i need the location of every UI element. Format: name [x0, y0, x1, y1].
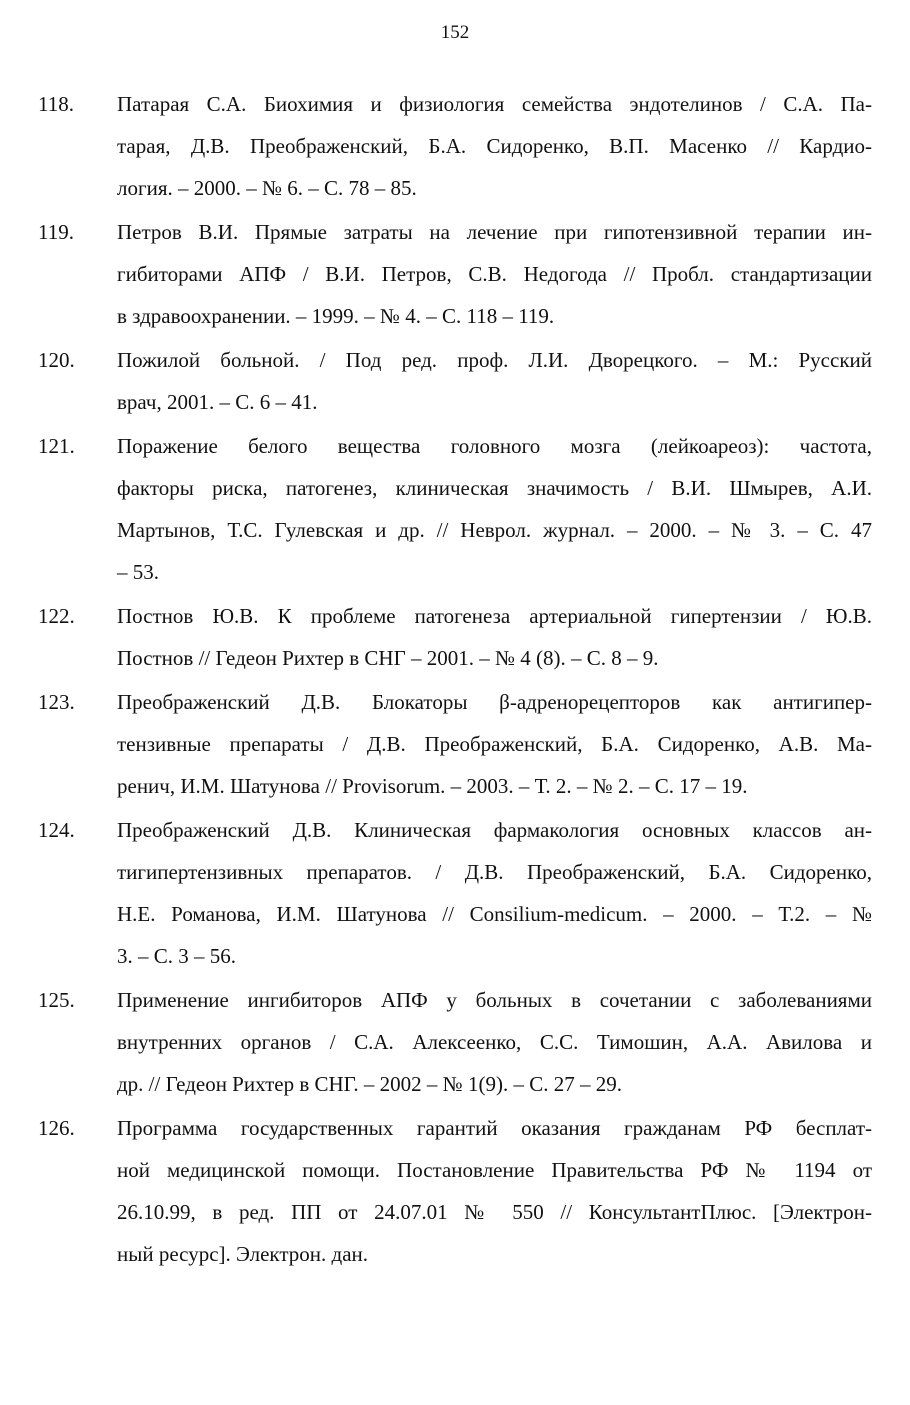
reference-line: в здравоохранении. – 1999. – № 4. – С. 118 – 119. [117, 304, 555, 328]
page-number: 152 [440, 22, 470, 43]
reference-line: ный ресурс]. Электрон. дан. [117, 1242, 369, 1266]
reference-text [117, 1107, 872, 1275]
reference-item [0, 211, 910, 337]
reference-number: 120. [38, 348, 75, 372]
reference-line: тензивные препараты / Д.В. Преображенский, Б.А. Сидоренко, А.В. Ма- [117, 732, 872, 756]
reference-text [117, 681, 872, 807]
reference-text [117, 979, 872, 1105]
reference-number: 122. [38, 604, 75, 628]
reference-line: тарая, Д.В. Преображенский, Б.А. Сидоренко, В.П. Масенко // Кардио- [117, 134, 872, 158]
reference-list [0, 83, 910, 1277]
reference-line: Пожилой больной. / Под ред. проф. Л.И. Дворецкого. – М.: Русский [117, 348, 872, 372]
reference-line: 3. – С. 3 – 56. [117, 944, 237, 968]
reference-line: врач, 2001. – С. 6 – 41. [117, 390, 318, 414]
reference-line: 26.10.99, в ред. ПП от 24.07.01 № 550 // КонсультантПлюс. [Электрон- [117, 1200, 872, 1224]
reference-line: Поражение белого вещества головного мозга (лейкоареоз): частота, [117, 434, 872, 458]
reference-text [117, 809, 872, 977]
reference-line: внутренних органов / С.А. Алексеенко, С.С. Тимошин, А.А. Авилова и [117, 1030, 872, 1054]
reference-line: Патарая С.А. Биохимия и физиология семейства эндотелинов / С.А. Па- [117, 92, 872, 116]
reference-line: Постнов // Гедеон Рихтер в СНГ – 2001. – № 4 (8). – С. 8 – 9. [117, 646, 659, 670]
reference-number: 123. [38, 690, 75, 714]
reference-item [0, 83, 910, 209]
reference-text [117, 339, 872, 423]
reference-item [0, 425, 910, 593]
reference-number: 118. [38, 92, 74, 116]
reference-line: Мартынов, Т.С. Гулевская и др. // Неврол. журнал. – 2000. – № 3. – С. 47 [117, 518, 872, 542]
reference-line: др. // Гедеон Рихтер в СНГ. – 2002 – № 1(9). – С. 27 – 29. [117, 1072, 622, 1096]
reference-text [117, 83, 872, 209]
reference-line: ренич, И.М. Шатунова // Provisorum. – 2003. – Т. 2. – № 2. – С. 17 – 19. [117, 774, 748, 798]
reference-item [0, 595, 910, 679]
reference-line: Постнов Ю.В. К проблеме патогенеза артериальной гипертензии / Ю.В. [117, 604, 872, 628]
reference-line: логия. – 2000. – № 6. – С. 78 – 85. [117, 176, 417, 200]
reference-line: ной медицинской помощи. Постановление Правительства РФ № 1194 от [117, 1158, 872, 1182]
reference-line: факторы риска, патогенез, клиническая значимость / В.И. Шмырев, А.И. [117, 476, 872, 500]
reference-line: Н.Е. Романова, И.М. Шатунова // Consilium-medicum. – 2000. – Т.2. – № [117, 902, 872, 926]
reference-line: тигипертензивных препаратов. / Д.В. Преображенский, Б.А. Сидоренко, [117, 860, 872, 884]
reference-number: 126. [38, 1116, 75, 1140]
reference-item [0, 339, 910, 423]
reference-line: Петров В.И. Прямые затраты на лечение при гипотензивной терапии ин- [117, 220, 872, 244]
reference-line: Применение ингибиторов АПФ у больных в сочетании с заболеваниями [117, 988, 872, 1012]
reference-line: Преображенский Д.В. Клиническая фармакология основных классов ан- [117, 818, 872, 842]
reference-text [117, 211, 872, 337]
reference-line: – 53. [117, 560, 159, 584]
reference-number: 119. [38, 220, 74, 244]
reference-number: 125. [38, 988, 75, 1012]
reference-number: 121. [38, 434, 75, 458]
reference-text [117, 425, 872, 593]
reference-text [117, 595, 872, 679]
reference-line: гибиторами АПФ / В.И. Петров, С.В. Недогода // Пробл. стандартизации [117, 262, 872, 286]
reference-item [0, 681, 910, 807]
reference-item [0, 1107, 910, 1275]
reference-line: Программа государственных гарантий оказания гражданам РФ бесплат- [117, 1116, 872, 1140]
reference-item [0, 979, 910, 1105]
reference-number: 124. [38, 818, 75, 842]
reference-line: Преображенский Д.В. Блокаторы β-адренорецепторов как антигипер- [117, 690, 872, 714]
reference-item [0, 809, 910, 977]
